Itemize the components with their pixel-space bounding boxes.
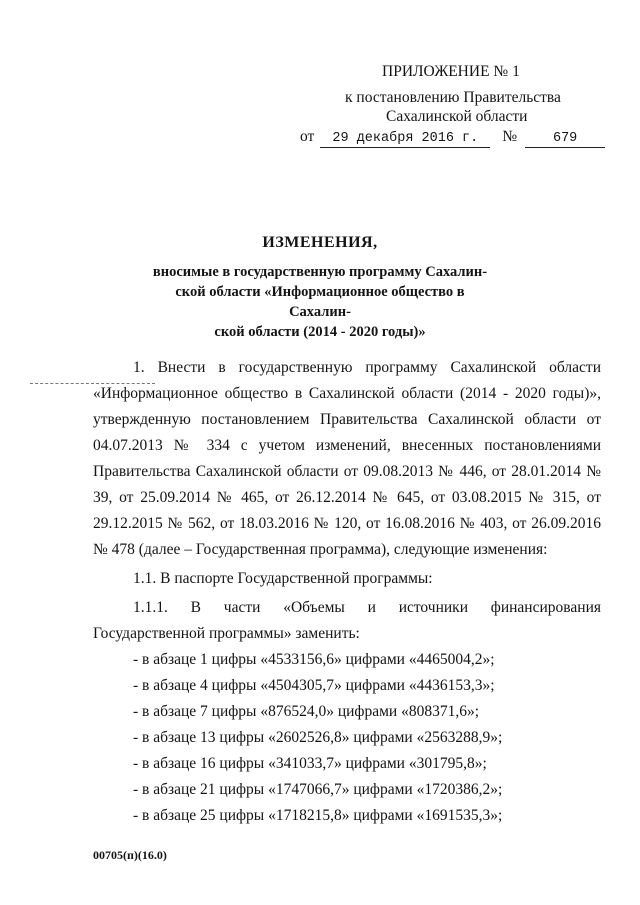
date-value: 29 декабря 2016 г. [320,130,490,148]
appendix-date-line [300,127,605,148]
appendix-title: ПРИЛОЖЕНИЕ № 1 [382,63,520,80]
list-item: - в абзаце 16 цифры «341033,7» цифрами «301795,8»; [133,755,487,772]
heading-subtitle-line-3: ской области (2014 - 2020 годы)» [214,324,426,340]
heading-title: ИЗМЕНЕНИЯ, [262,234,378,251]
paragraph-1: 1. Внести в государственную программу Сахалинской области «Информационное общество в Сахалинской области (2014 - 2020 годы)», утвержденную постановлением Правительства Сахалинской области от 04.07.2013 № 334 с учетом изменений, внесенных постановлениями Правительства Сахалинской области от 09.08.2013 № 446, от 28.01.2014 № 39, от 25.09.2014 № 465, от 26.12.2014 № 645, от 03.08.2015 № 315, от 29.12.2015 № 562, от 18.03.2016 № 120, от 16.08.2016 № 403, от 26.09.2016 № 478 (далее – Государственная программа), следующие изменения: [93,359,601,558]
document-body [93,355,601,829]
ot-label: от [300,128,315,145]
list-item: - в абзаце 7 цифры «876524,0» цифрами «808371,6»; [133,703,480,720]
document-heading [150,232,490,342]
appendix-line-2: Сахалинской области [386,108,528,125]
heading-subtitle-line-2: ской области «Информационное общество в Сахалин- [175,284,465,320]
document-code: 00705(п)(16.0) [93,848,167,862]
paragraph-3: 1.1.1. В части «Объемы и источники финансирования Государственной программы» заменить: [93,599,601,642]
list-item: - в абзаце 13 цифры «2602526,8» цифрами «2563288,9»; [133,729,503,746]
appendix-line-1: к постановлению Правительства [345,89,561,106]
paragraph-2: 1.1. В паспорте Государственной программы: [133,570,433,587]
number-label: № [502,128,518,145]
heading-subtitle-line-1: вносимые в государственную программу Сахалин- [152,264,488,280]
list-item: - в абзаце 1 цифры «4533156,6» цифрами «4465004,2»; [133,651,495,668]
list-item: - в абзаце 21 цифры «1747066,7» цифрами «1720386,2»; [133,781,503,798]
list-item: - в абзаце 25 цифры «1718215,8» цифрами «1691535,3»; [133,807,503,824]
list-item: - в абзаце 4 цифры «4504305,7» цифрами «4436153,3»; [133,677,495,694]
number-value: 679 [525,130,605,148]
replacement-list [93,647,601,829]
